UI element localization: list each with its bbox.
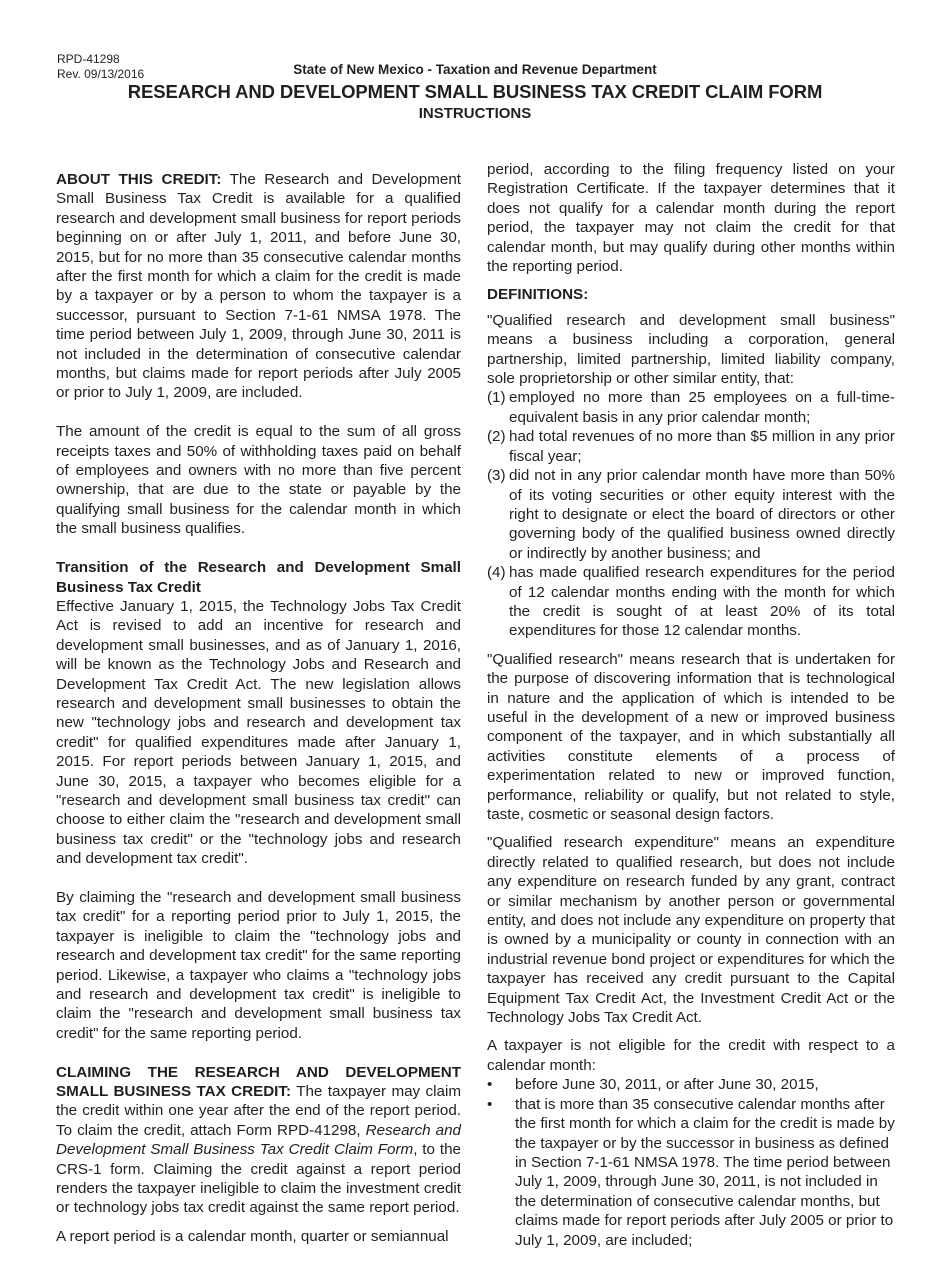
revision-date: Rev. 09/13/2016 (57, 67, 145, 81)
agency-name: State of New Mexico - Taxation and Revenue Department (293, 62, 657, 77)
list-item (487, 563, 895, 641)
item-number: (1) (487, 389, 506, 407)
qrd-paragraph: "Qualified research and development small business" means a business including a corporation, general partnership, limited partnership, limited liability company, sole proprietorship or other similar entity, that: (487, 311, 895, 388)
claim-text-2: , to the CRS-1 form. Claiming the credit against a report period renders the taxpayer ineligible to claim the investment credit or technology jobs tax credit against the same report period. (56, 1141, 461, 1217)
claiming-paragraph: By claiming the "research and development small business tax credit" for a reporting period prior to July 1, 2015, the taxpayer is ineligible to claim the "technology jobs and research and development tax credit" for the same reporting period. Likewise, a taxpayer who claims a "technology jobs and research and development tax credit" is ineligible to claim the "research and development small business tax credit" for the same reporting period. (56, 888, 461, 1042)
claim-lead: CLAIMING THE RESEARCH AND DEVELOPMENT SMALL BUSINESS TAX CREDIT: (56, 1063, 461, 1101)
ineligible-list (487, 1075, 895, 1250)
claim-form-name: Research and Development Small Business Tax Credit Claim Form (56, 1121, 462, 1159)
claim-text-1: The taxpayer may claim the credit within one year after the end of the report period. To claim the credit, attach Form RPD-41298, (56, 1083, 461, 1139)
item-text: before June 30, 2011, or after June 30, 2015, (515, 1076, 819, 1094)
claim-paragraph (56, 1063, 461, 1218)
qualified-expenditure-paragraph: "Qualified research expenditure" means an expenditure directly related to qualified research, but does not include any expenditure on research funded by any grant, contract or similar mechanism by another person or governmental entity, and does not include any expenditure on property that is owned by a municipality or county in connection with an industrial revenue bond project or expenditures for which the taxpayer has received any credit pursuant to the Capital Equipment Tax Credit Act, the Investment Credit Act or the Technology Jobs Tax Credit Act. (487, 834, 895, 1027)
list-item (487, 1075, 895, 1094)
ineligible-paragraph: A taxpayer is not eligible for the credit with respect to a calendar month: (487, 1037, 895, 1074)
page-title: RESEARCH AND DEVELOPMENT SMALL BUSINESS TAX CREDIT CLAIM FORM (127, 81, 823, 102)
qrd-list (487, 388, 895, 640)
transition-paragraph: Effective January 1, 2015, the Technology Jobs Tax Credit Act is revised to add an incentive for research and development small businesses, and as of January 1, 2016, will be known as the Technology Jobs and Research and Development Tax Credit Act. The new legislation allows research and development small businesses to obtain the new "technology jobs and research and development tax credit" for qualified expenditures made after January 1, 2015. For report periods between January 1, 2015, and June 30, 2015, a taxpayer who becomes eligible for a "research and development small business tax credit" can choose to either claim the "research and development small business tax credit" or the "technology jobs and research and development tax credit". (56, 597, 461, 868)
item-text: did not in any prior calendar month have more than 50% of its voting securities or other equity interest with the right to designate or elect the board of directors or other governing body of the qualified business owned directly or indirectly by another business; and (509, 467, 895, 562)
list-item (487, 388, 895, 427)
about-paragraph (56, 170, 461, 403)
item-text: that is more than 35 consecutive calendar months after the first month for which a claim for the credit is made by the taxpayer or by the successor in business as defined in Section 7-1-61 NMSA 1978. The time period between July 1, 2009, through June 30, 2011, is not included in the determination of consecutive calendar months, but claims made for report periods after July 2005 or prior to July 1, 2009, are included; (515, 1095, 895, 1249)
left-column (56, 170, 461, 1266)
about-lead: ABOUT THIS CREDIT: (56, 171, 222, 188)
bullet-icon: • (487, 1095, 493, 1113)
item-number: (3) (487, 467, 506, 485)
item-number: (4) (487, 564, 506, 582)
item-text: had total revenues of no more than $5 million in any prior fiscal year; (509, 428, 895, 465)
item-text: employed no more than 25 employees on a full-time-equivalent basis in any prior calendar month; (509, 389, 895, 426)
form-number: RPD-41298 (57, 52, 120, 66)
list-item (487, 466, 895, 563)
continued-paragraph: period, according to the filing frequency listed on your Registration Certificate. If the taxpayer determines that it does not qualify for a calendar month during the report period, the taxpayer may not claim the credit for that calendar month, but may qualify during other months within the reporting period. (487, 161, 895, 276)
list-item (487, 1095, 895, 1250)
transition-heading: Transition of the Research and Development Small Business Tax Credit (56, 559, 461, 596)
definitions-heading: DEFINITIONS: (487, 286, 589, 304)
list-item (487, 427, 895, 466)
amount-paragraph: The amount of the credit is equal to the sum of all gross receipts taxes and 50% of withholding taxes paid on behalf of employees and owners with no more than five percent ownership, that are due to the state or payable by the qualifying small business for the calendar month in which the small business qualifies. (56, 423, 461, 538)
page-subtitle: INSTRUCTIONS (418, 105, 532, 122)
bullet-icon: • (487, 1076, 493, 1094)
report-period-paragraph: A report period is a calendar month, quarter or semiannual (56, 1227, 449, 1245)
right-column (487, 160, 895, 1259)
item-number: (2) (487, 428, 506, 446)
item-text: has made qualified research expenditures for the period of 12 calendar months ending with the month for which the credit is sought of at least 20% of its total expenditures for those 12 calendar months. (509, 564, 895, 640)
qualified-research-paragraph: "Qualified research" means research that is undertaken for the purpose of discovering information that is technological in nature and the application of which is intended to be useful in the development of a new or improved business component of the taxpayer, and in which substantially all activities constitute elements of a process of experimentation related to new or improved function, performance, reliability or qualify, but not related to style, taste, cosmetic or seasonal design factors. (487, 650, 895, 823)
about-text: The Research and Development Small Business Tax Credit is available for a qualified research and development small business for report periods beginning on or after July 1, 2011, and before June 30, 2015, but for no more than 35 consecutive calendar months after the first month for which a claim for the credit is made by a taxpayer or by a person to whom the taxpayer is a successor, pursuant to Section 7-1-61 NMSA 1978. The time period between July 1, 2009, through June 30, 2011 is not included in the determination of consecutive calendar months, but claims made for report periods after July 2005 or prior to July 1, 2009, are included. (56, 171, 461, 402)
